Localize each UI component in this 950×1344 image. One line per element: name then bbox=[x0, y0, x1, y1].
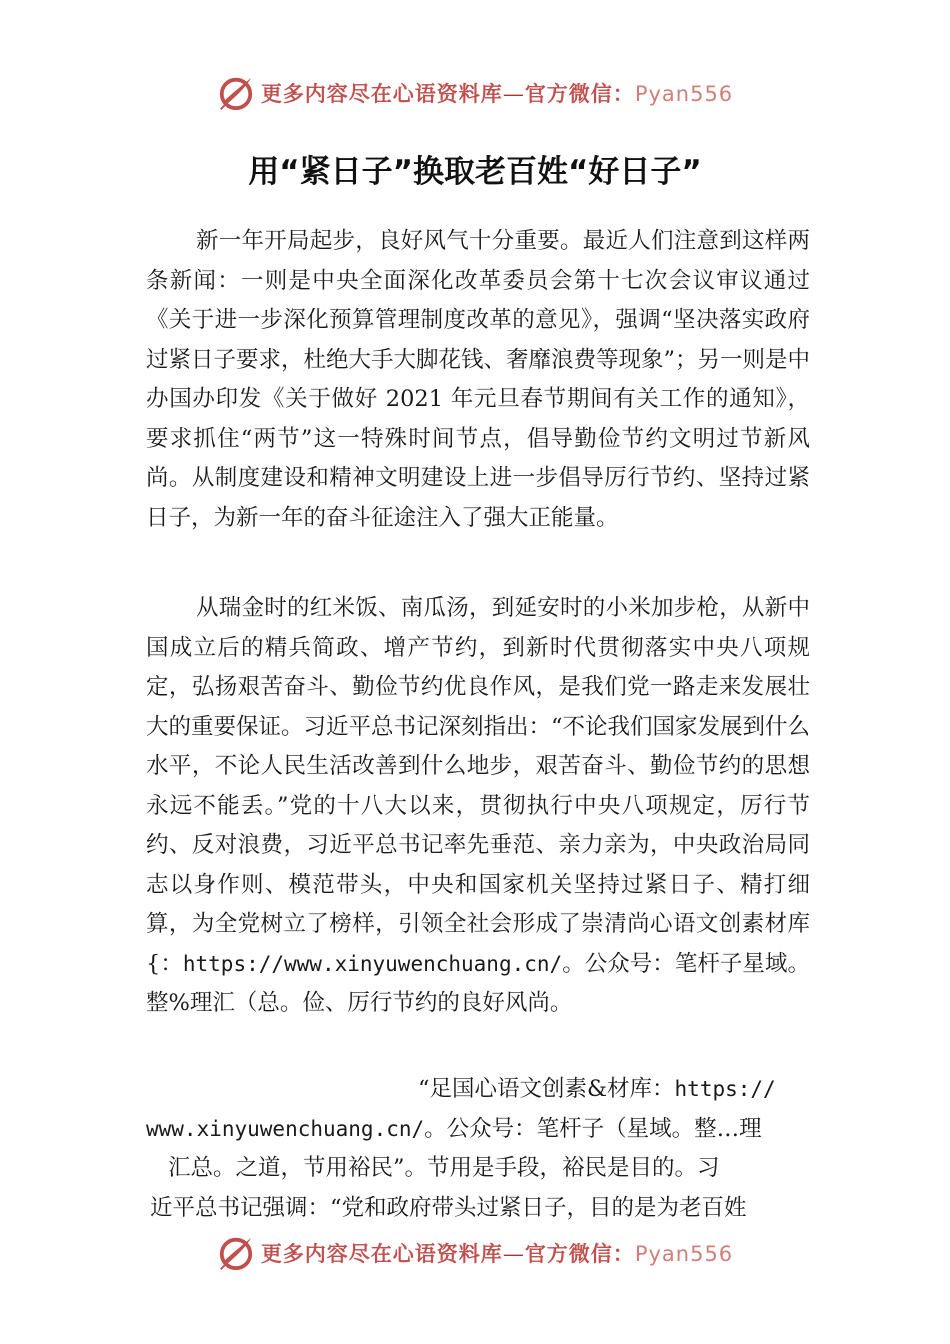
header-separator: — bbox=[502, 82, 525, 106]
paragraph-3-line-3: 汇总。之道，节用裕民”。节用是手段，裕民是目的。习 bbox=[168, 1155, 720, 1181]
article-title: 用“紧日子”换取老百姓“好日子” bbox=[248, 154, 702, 190]
paragraph-2-text bbox=[146, 589, 810, 1024]
quill-logo-icon bbox=[217, 74, 255, 112]
paragraph-3 bbox=[146, 1070, 810, 1228]
paragraph-3-line-2 bbox=[146, 1110, 810, 1150]
paragraph-3-line-2-text: 。公众号：笔杆子（星域。整…理 bbox=[424, 1115, 762, 1142]
header-slogan: 更多内容尽在心语资料库 bbox=[260, 81, 503, 106]
paragraph-1 bbox=[146, 222, 810, 538]
header-wechat-label: 官方微信： bbox=[524, 81, 635, 106]
paragraph-2 bbox=[146, 589, 810, 1024]
paragraph-2-url: https://www.xinyuwenchuang.cn/ bbox=[182, 951, 563, 976]
quill-logo-icon bbox=[217, 1234, 255, 1272]
paragraph-3-line-4: 近平总书记强调：“党和政府带头过紧日子，目的是为老百姓 bbox=[150, 1194, 747, 1221]
paragraph-1-text: 新一年开局起步，良好风气十分重要。最近人们注意到这样两条新闻：一则是中央全面深化改革委员会第十七次会议审议通过《关于进一步深化预算管理制度改革的意见》，强调“坚决落实政府过紧日子要求，杜绝大手大脚花钱、奢靡浪费等现象”；另一则是中办国办印发《关于做好 2021 年元旦春节期间有关工作的通知》，要求抓住“两节”这一特殊时间节点，倡导勤俭节约文明过节新风尚。从制度建设和精神文明建设上进一步倡导厉行节约、坚持过紧日子，为新一年的奋斗征途注入了强大正能量。 bbox=[146, 228, 811, 531]
header-banner bbox=[0, 68, 950, 118]
footer-wechat-label: 官方微信： bbox=[524, 1241, 635, 1266]
paragraph-3-line-1-url: https:// bbox=[674, 1077, 776, 1101]
header-text bbox=[261, 78, 733, 108]
header-wechat-handle: Pyan556 bbox=[634, 82, 734, 106]
footer-text bbox=[261, 1238, 733, 1268]
footer-wechat-handle: Pyan556 bbox=[634, 1242, 734, 1266]
paragraph-2-main: 从瑞金时的红米饭、南瓜汤，到延安时的小米加步枪，从新中国成立后的精兵简政、增产节约，到新时代贯彻落实中央八项规定，弘扬艰苦奋斗、勤俭节约优良作风，是我们党一路走来发展壮大的重要保证。习近平总书记深刻指出：“不论我们国家发展到什么水平，不论人民生活改善到什么地步，艰苦奋斗、勤俭节约的思想永远不能丢。”党的十八大以来，贯彻执行中央八项规定，厉行节约、反对浪费，习近平总书记率先垂范、亲力亲为，中央政治局同志以身作则、模范带头，中央和国家机关坚持过紧日子、精打细算，为全党树立了榜样，引领全社会形成了崇清尚心语文创素材库{： bbox=[146, 595, 811, 977]
paragraph-2-tail: 。公众号：笔杆子星域。整%理汇（总。俭、厉行节约的良好风尚。 bbox=[146, 950, 810, 1016]
footer-banner bbox=[0, 1228, 950, 1278]
paragraph-3-line-1-text: “足国心语文创素&材库： bbox=[418, 1076, 675, 1102]
paragraph-3-line-1 bbox=[146, 1070, 810, 1110]
footer-slogan: 更多内容尽在心语资料库 bbox=[260, 1241, 503, 1266]
paragraph-3-line-2-url: www.xinyuwenchuang.cn/ bbox=[146, 1116, 425, 1141]
footer-separator: — bbox=[502, 1242, 525, 1266]
